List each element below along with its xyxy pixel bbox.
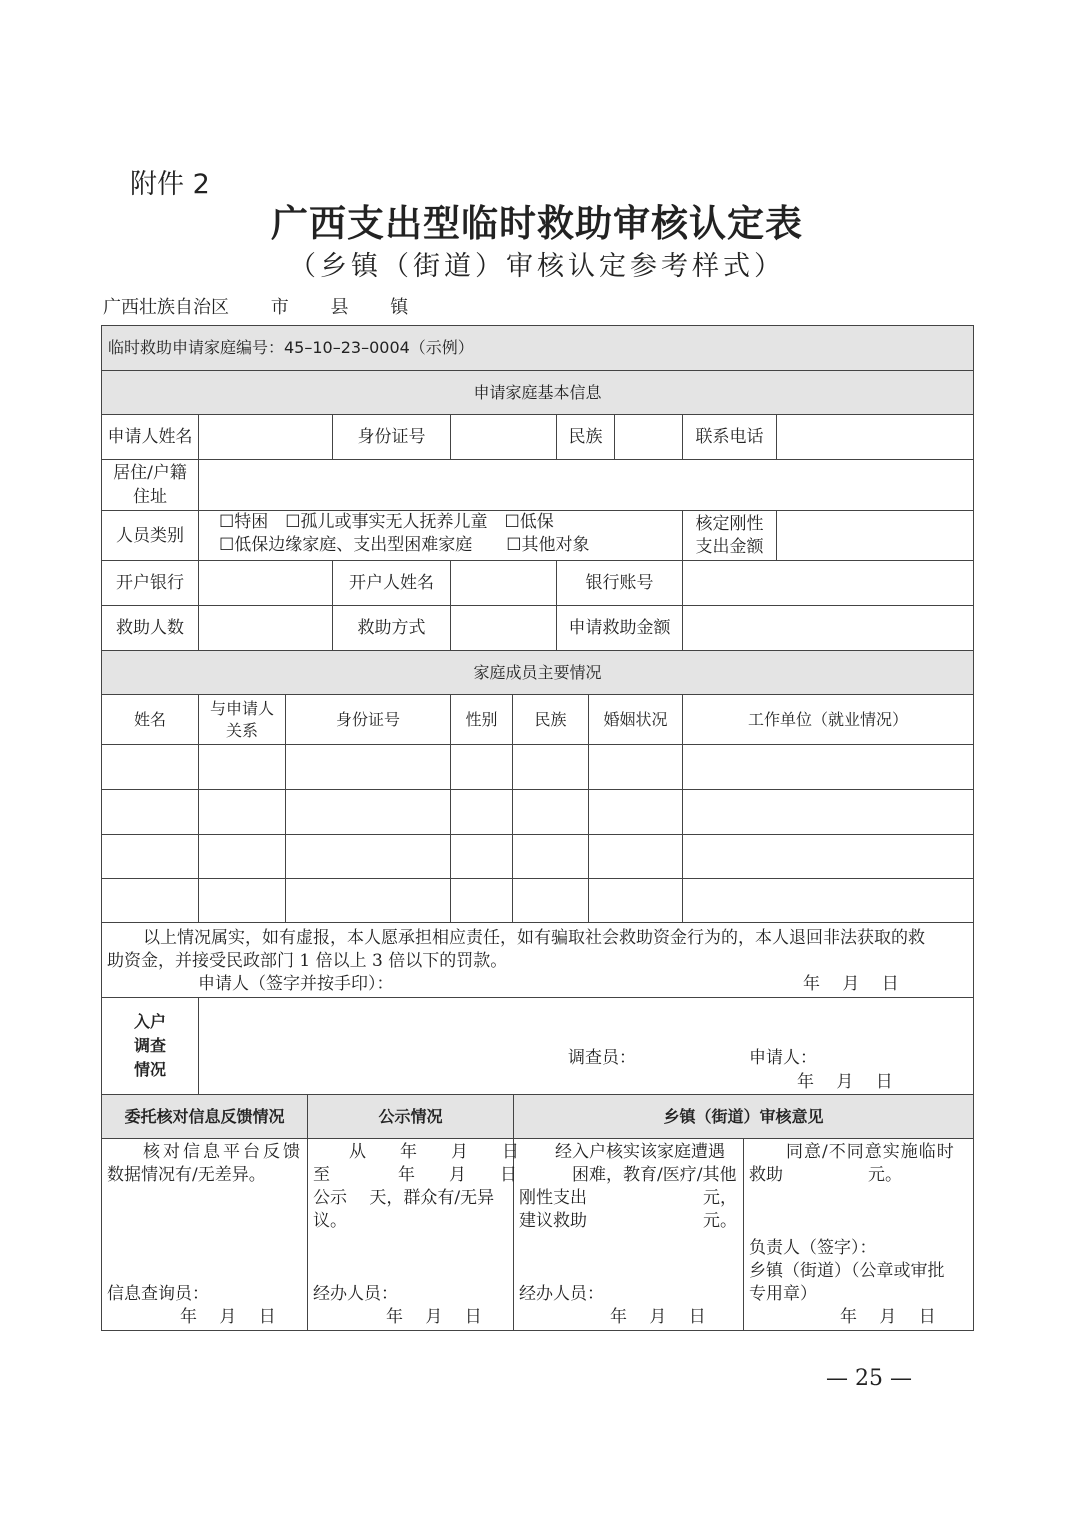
category-options[interactable] xyxy=(198,510,683,561)
member-cell[interactable] xyxy=(512,789,589,835)
category-options-line2[interactable]: ☐低保边缘家庭、支出型困难家庭 ☐其他对象 xyxy=(219,535,590,555)
input-address[interactable] xyxy=(198,459,974,511)
verify-date: 年 月 日 xyxy=(180,1307,276,1327)
publicity-date: 年 月 日 xyxy=(386,1307,482,1327)
label-rigid-expense xyxy=(682,510,777,561)
page-title: 广西支出型临时救助审核认定表 xyxy=(271,201,803,245)
col-gender: 性别 xyxy=(450,694,513,745)
col-relation xyxy=(198,694,286,745)
input-id-number[interactable] xyxy=(450,414,557,460)
label-category: 人员类别 xyxy=(101,510,199,561)
member-cell[interactable] xyxy=(198,744,286,790)
header-review: 乡镇（街道）审核意见 xyxy=(513,1094,974,1139)
member-cell[interactable] xyxy=(588,834,683,879)
publicity-line4: 议。 xyxy=(313,1211,347,1231)
review-left-line3b: 元， xyxy=(703,1188,737,1208)
page-subtitle: （乡镇（街道）审核认定参考样式） xyxy=(289,251,785,282)
label-applicant-name: 申请人姓名 xyxy=(101,414,199,460)
member-cell[interactable] xyxy=(682,878,974,923)
declaration-line1: 以上情况属实，如有虚报，本人愿承担相应责任，如有骗取社会救助资金行为的，本人退回非法获取的救 xyxy=(143,928,925,948)
member-cell[interactable] xyxy=(450,834,513,879)
label-rigid-expense-line1: 核定刚性 xyxy=(695,513,764,534)
region-county: 县 xyxy=(330,297,349,318)
member-cell[interactable] xyxy=(450,744,513,790)
member-cell[interactable] xyxy=(285,834,451,879)
member-cell[interactable] xyxy=(682,789,974,835)
verify-line2: 数据情况有/无差异。 xyxy=(107,1165,266,1185)
category-options-line1[interactable]: ☐特困 ☐孤儿或事实无人抚养儿童 ☐低保 xyxy=(219,512,554,532)
col-id-number: 身份证号 xyxy=(285,694,451,745)
label-aid-method: 救助方式 xyxy=(332,605,451,651)
header-verify: 委托核对信息反馈情况 xyxy=(101,1094,308,1139)
input-ethnicity[interactable] xyxy=(614,414,683,460)
verify-officer: 信息查询员： xyxy=(107,1284,209,1304)
label-address xyxy=(101,459,199,511)
col-marital: 婚姻状况 xyxy=(588,694,683,745)
review-right-seal-line1: 乡镇（街道）（公章或审批 xyxy=(749,1261,945,1281)
member-cell[interactable] xyxy=(682,834,974,879)
member-cell[interactable] xyxy=(285,744,451,790)
input-bank[interactable] xyxy=(198,560,333,606)
col-relation-line2: 关系 xyxy=(225,720,258,740)
col-ethnicity: 民族 xyxy=(512,694,589,745)
verify-line1: 核对信息平台反馈 xyxy=(143,1142,303,1162)
header-publicity: 公示情况 xyxy=(307,1094,514,1139)
input-aid-method[interactable] xyxy=(450,605,557,651)
member-cell[interactable] xyxy=(588,744,683,790)
member-cell[interactable] xyxy=(101,834,199,879)
review-right-line1: 同意/不同意实施临时 xyxy=(786,1142,955,1162)
label-account-number: 银行账号 xyxy=(556,560,683,606)
survey-applicant: 申请人： xyxy=(749,1048,817,1068)
label-survey-line1: 入户 xyxy=(133,1012,166,1031)
label-survey xyxy=(101,997,199,1095)
review-left-line4a: 建议救助 xyxy=(519,1211,587,1231)
input-account-holder[interactable] xyxy=(450,560,557,606)
attachment-label: 附件 2 xyxy=(130,169,210,200)
member-cell[interactable] xyxy=(198,834,286,879)
input-phone[interactable] xyxy=(776,414,974,460)
input-applicant-name[interactable] xyxy=(198,414,333,460)
label-aid-count: 救助人数 xyxy=(101,605,199,651)
input-aid-amount[interactable] xyxy=(682,605,974,651)
label-account-holder: 开户人姓名 xyxy=(332,560,451,606)
label-rigid-expense-line2: 支出金额 xyxy=(695,536,764,557)
review-left-line2: 困难，教育/医疗/其他 xyxy=(572,1165,737,1185)
review-left-line3a: 刚性支出 xyxy=(519,1188,587,1208)
member-cell[interactable] xyxy=(588,878,683,923)
review-left-date: 年 月 日 xyxy=(610,1307,706,1327)
family-number-field: 临时救助申请家庭编号：45–10–23–0004（示例） xyxy=(101,325,974,371)
page-number: — 25 — xyxy=(826,1366,912,1391)
publicity-line2: 至 年 月 日 xyxy=(313,1165,517,1185)
label-address-line1: 居住/户籍 xyxy=(113,463,187,483)
member-cell[interactable] xyxy=(682,744,974,790)
col-relation-line1: 与申请人 xyxy=(209,698,274,718)
member-cell[interactable] xyxy=(285,789,451,835)
review-left-line1: 经入户核实该家庭遭遇 xyxy=(555,1142,725,1162)
member-cell[interactable] xyxy=(450,789,513,835)
section-basic-info: 申请家庭基本信息 xyxy=(101,370,974,415)
review-right-responsible: 负责人（签字）： xyxy=(749,1238,877,1258)
col-name: 姓名 xyxy=(101,694,199,745)
input-rigid-expense[interactable] xyxy=(776,510,974,561)
label-bank: 开户银行 xyxy=(101,560,199,606)
col-employer: 工作单位（就业情况） xyxy=(682,694,974,745)
member-cell[interactable] xyxy=(198,789,286,835)
publicity-officer: 经办人员： xyxy=(313,1284,398,1304)
label-ethnicity: 民族 xyxy=(556,414,615,460)
member-cell[interactable] xyxy=(285,878,451,923)
declaration-line2: 助资金，并接受民政部门 1 倍以上 3 倍以下的罚款。 xyxy=(107,951,508,971)
member-cell[interactable] xyxy=(512,744,589,790)
region-city: 市 xyxy=(270,297,289,318)
section-family-members: 家庭成员主要情况 xyxy=(101,650,974,695)
label-survey-line2: 调查 xyxy=(133,1036,166,1055)
member-cell[interactable] xyxy=(101,878,199,923)
member-cell[interactable] xyxy=(450,878,513,923)
member-cell[interactable] xyxy=(588,789,683,835)
review-right-line2a: 救助 xyxy=(749,1165,783,1185)
declaration-date: 年 月 日 xyxy=(803,974,899,994)
declaration-signer: 申请人（签字并按手印）： xyxy=(198,974,394,994)
label-phone: 联系电话 xyxy=(682,414,777,460)
review-right-date: 年 月 日 xyxy=(840,1307,936,1327)
input-account-number[interactable] xyxy=(682,560,974,606)
region-province: 广西壮族自治区 xyxy=(103,297,229,318)
member-cell[interactable] xyxy=(101,789,199,835)
input-aid-count[interactable] xyxy=(198,605,333,651)
review-right-seal-line2: 专用章） xyxy=(749,1284,817,1304)
label-id-number: 身份证号 xyxy=(332,414,451,460)
review-right-line2b: 元。 xyxy=(868,1165,902,1185)
region-town: 镇 xyxy=(390,297,409,318)
label-survey-line3: 情况 xyxy=(133,1060,166,1079)
survey-investigator: 调查员： xyxy=(568,1048,636,1068)
member-cell[interactable] xyxy=(512,878,589,923)
member-cell[interactable] xyxy=(101,744,199,790)
publicity-line3: 公示 天，群众有/无异 xyxy=(313,1188,495,1208)
review-left-line4b: 元。 xyxy=(703,1211,737,1231)
survey-date: 年 月 日 xyxy=(797,1072,893,1092)
member-cell[interactable] xyxy=(198,878,286,923)
review-left-officer: 经办人员： xyxy=(519,1284,604,1304)
region-line xyxy=(103,293,444,319)
label-aid-amount: 申请救助金额 xyxy=(556,605,683,651)
label-address-line2: 住址 xyxy=(133,487,167,507)
publicity-line1: 从 年 月 日 xyxy=(349,1142,519,1162)
member-cell[interactable] xyxy=(512,834,589,879)
